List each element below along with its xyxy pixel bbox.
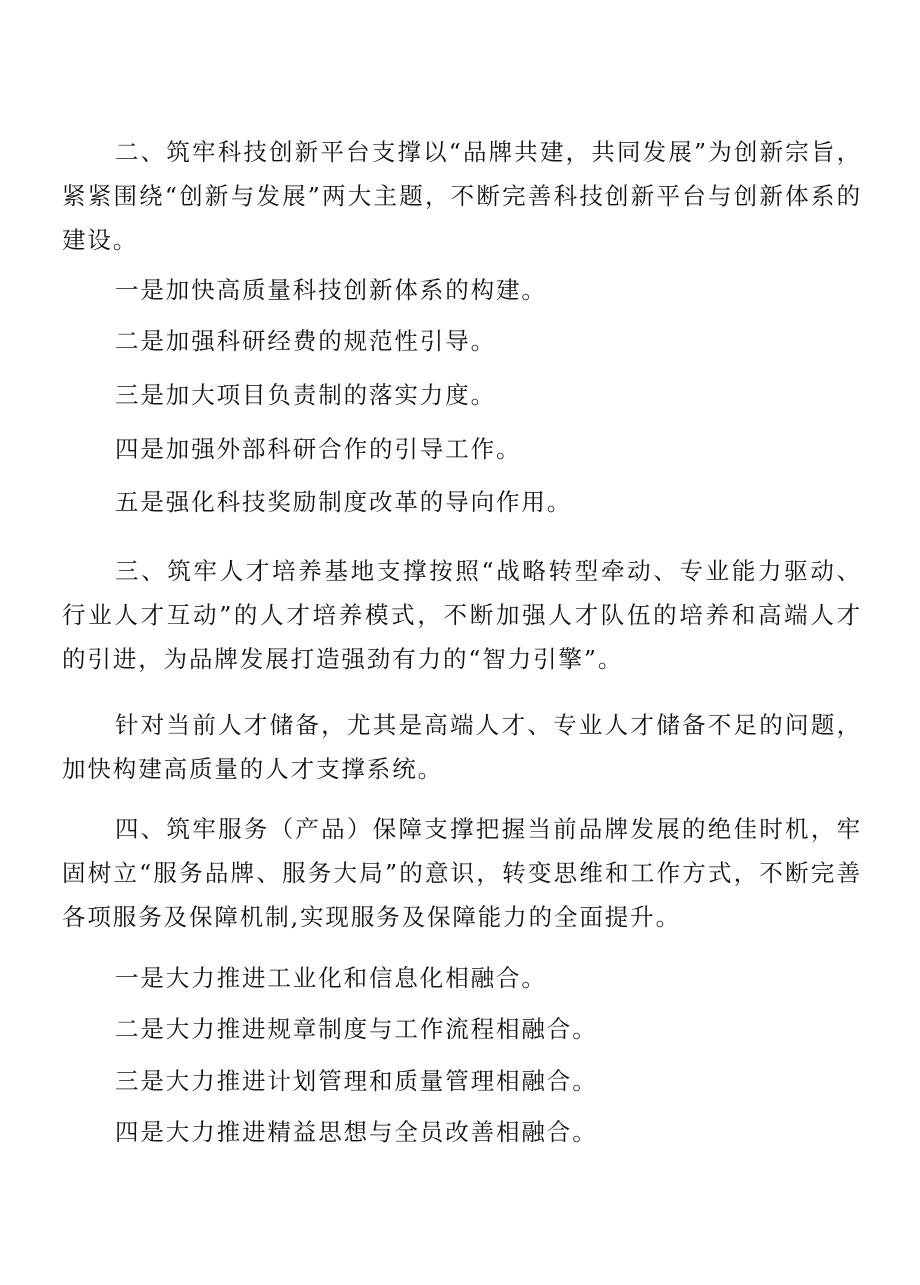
section-4-item-4: 四是大力推进精益思想与全员改善相融合。	[115, 1118, 598, 1146]
section-2-item-1: 一是加快高质量科技创新体系的构建。	[115, 276, 547, 304]
section-3-heading-paragraph: 三、筑牢人才培养基地支撑按照“战略转型牵动、专业能力驱动、行业人才互动”的人才培养模式，不断加强人才队伍的培养和高端人才的引进，为品牌发展打造强劲有力的“智力引擎”。	[62, 557, 862, 673]
section-2-item-3: 三是加大项目负责制的落实力度。	[115, 381, 496, 409]
section-4-item-3: 三是大力推进计划管理和质量管理相融合。	[115, 1067, 598, 1095]
section-2-heading-paragraph: 二、筑牢科技创新平台支撑以“品牌共建，共同发展”为创新宗旨，紧紧围绕“创新与发展”两大主题，不断完善科技创新平台与创新体系的建设。	[62, 138, 862, 254]
section-3-body-paragraph: 针对当前人才储备，尤其是高端人才、专业人才储备不足的问题，加快构建高质量的人才支撑系统。	[62, 711, 862, 783]
section-2-item-4: 四是加强外部科研合作的引导工作。	[115, 435, 522, 463]
section-2-item-5: 五是强化科技奖励制度改革的导向作用。	[115, 488, 573, 516]
section-4-item-2: 二是大力推进规章制度与工作流程相融合。	[115, 1015, 598, 1043]
section-4-heading-paragraph: 四、筑牢服务（产品）保障支撑把握当前品牌发展的绝佳时机，牢固树立“服务品牌、服务大局”的意识，转变思维和工作方式，不断完善各项服务及保障机制,实现服务及保障能力的全面提升。	[62, 815, 862, 931]
section-2-item-2: 二是加强科研经费的规范性引导。	[115, 327, 496, 355]
section-4-item-1: 一是大力推进工业化和信息化相融合。	[115, 964, 547, 992]
